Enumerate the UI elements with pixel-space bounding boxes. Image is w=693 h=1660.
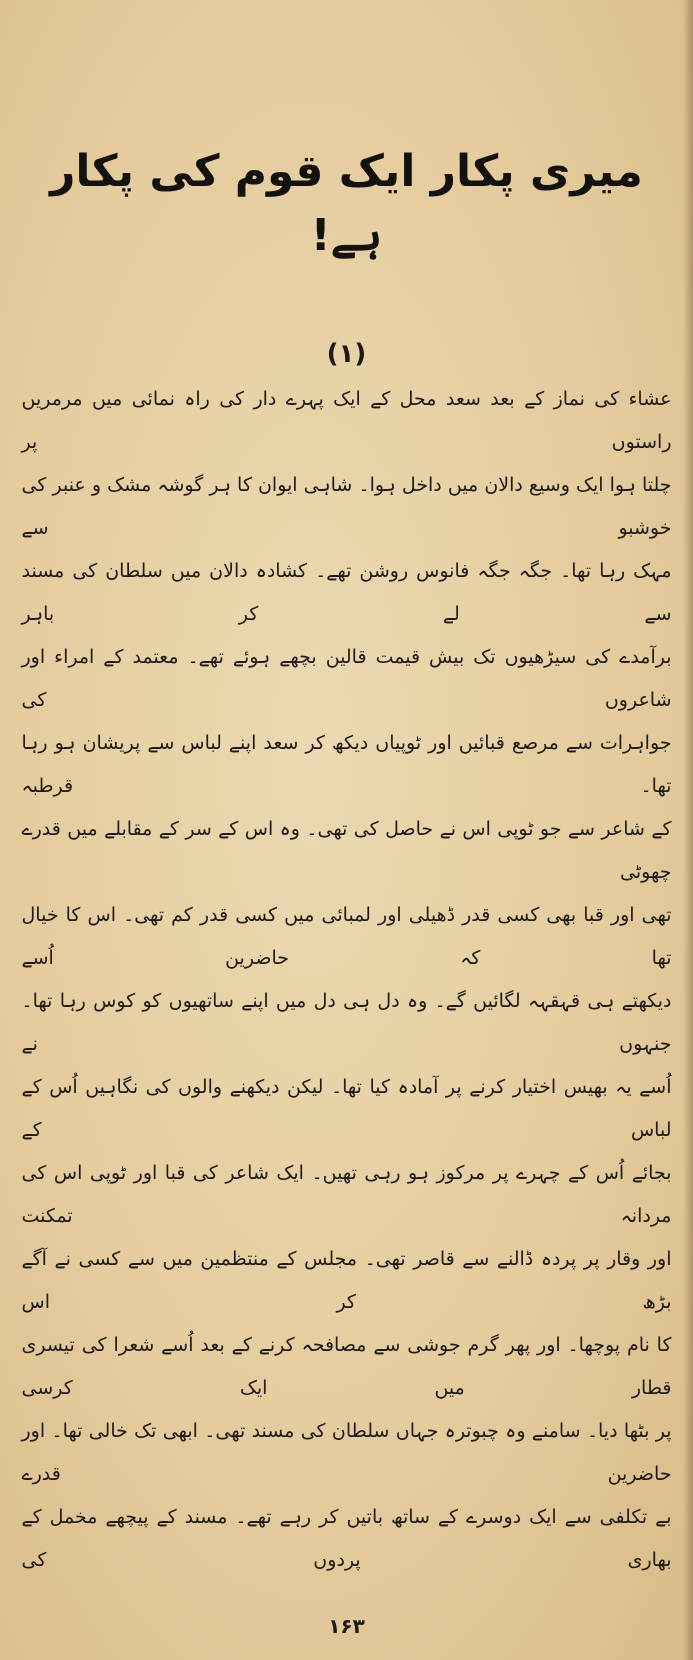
text-line: چلتا ہوا ایک وسیع دالان میں داخل ہوا۔ شاہی ایوان کا ہر گوشہ مشک و عنبر کی خوشبو سے [21,474,672,539]
text-line: تھی اور قبا بھی کسی قدر ڈھیلی اور لمبائی میں کسی قدر کم تھی۔ اس کا خیال تھا کہ حاضرین اُسے [21,904,672,969]
text-line: دیکھتے ہی قہقہہ لگائیں گے۔ وہ دل ہی دل میں اپنے ساتھیوں کو کوس رہا تھا۔ جنہوں نے [21,990,672,1055]
text-line: اُسے یہ بھیس اختیار کرنے پر آمادہ کیا تھا۔ لیکن دیکھنے والوں کی نگاہیں اُس کے لباس کے [21,1076,672,1141]
text-line: جواہرات سے مرصع قبائیں اور ٹوپیاں دیکھ کر سعد اپنے لباس سے پریشان ہو رہا تھا۔ قرطبہ [21,732,672,797]
page-number: ۱۶۳ [328,1614,365,1638]
chapter-title: میری پکار ایک قوم کی پکار ہے! [50,146,643,261]
text-line: کے شاعر سے جو ٹوپی اس نے حاصل کی تھی۔ وہ اس کے سر کے مقابلے میں قدرے چھوٹی [21,818,672,883]
text-line: برآمدے کی سیڑھیوں تک بیش قیمت قالین بچھے ہوئے تھے۔ معتمد کے امراء اور شاعروں کی [21,646,672,711]
text-line: پر بٹھا دیا۔ سامنے وہ چبوترہ جہاں سلطان کی مسند تھی۔ ابھی تک خالی تھا۔ اور حاضرین قدرے [21,1420,672,1485]
text-line: بجائے اُس کے چہرے پر مرکوز ہو رہی تھیں۔ ایک شاعر کی قبا اور ٹوپی اس کی مردانہ تمکنت [21,1162,672,1227]
text-line: اور وقار پر پردہ ڈالنے سے قاصر تھی۔ مجلس کے منتظمین میں سے کسی نے آگے بڑھ کر اس [21,1248,672,1313]
text-line: مہک رہا تھا۔ جگہ جگہ فانوس روشن تھے۔ کشادہ دالان میں سلطان کی مسند سے لے کر باہر [21,560,672,625]
text-line: بے تکلفی سے ایک دوسرے کے ساتھ باتیں کر رہے تھے۔ مسند کے پیچھے مخمل کے بھاری پردوں کی [21,1506,672,1571]
body-text [22,378,672,1582]
text-line: کا نام پوچھا۔ اور پھر گرم جوشی سے مصافحہ کرنے کے بعد اُسے شعرا کی تیسری قطار میں ایک کرسی [21,1334,672,1399]
page-edge-shadow [683,0,693,1660]
section-number: (۱) [326,339,367,369]
text-line: عشاء کی نماز کے بعد سعد محل کے ایک پہرے دار کی راہ نمائی میں مرمریں راستوں پر [21,388,672,453]
